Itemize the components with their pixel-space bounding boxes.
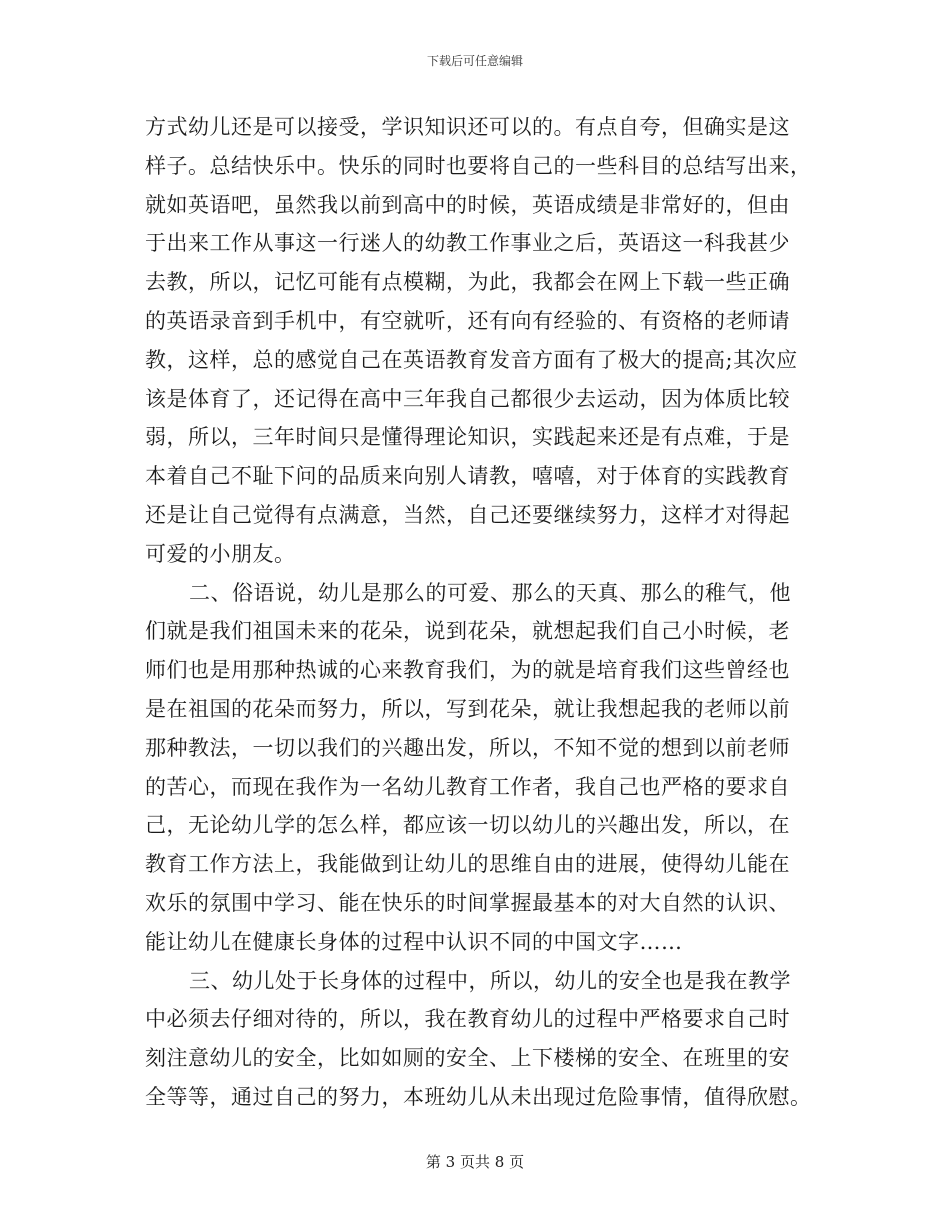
text-line: 三、幼儿处于长身体的过程中，所以，幼儿的安全也是我在教学 — [189, 968, 791, 993]
text-line: 中必须去仔细对待的，所以，我在教育幼儿的过程中严格要求自己时 — [145, 1007, 790, 1032]
text-line: 欢乐的氛围中学习、能在快乐的时间掌握最基本的对大自然的认识、 — [145, 890, 790, 915]
text-line: 己，无论幼儿学的怎么样，都应该一切以幼儿的兴趣出发，所以，在 — [145, 813, 790, 838]
document-body — [145, 108, 810, 1117]
text-line: 师们也是用那种热诚的心来教育我们，为的就是培育我们这些曾经也 — [145, 658, 790, 683]
page-number: 第 3 页共 8 页 — [425, 1153, 525, 1171]
text-line: 教，这样，总的感觉自己在英语教育发音方面有了极大的提高;其次应 — [145, 347, 798, 372]
text-line: 刻注意幼儿的安全，比如如厕的安全、上下楼梯的安全、在班里的安 — [145, 1046, 790, 1071]
text-line: 们就是我们祖国未来的花朵，说到花朵，就想起我们自己小时候，老 — [145, 619, 790, 644]
text-line: 的英语录音到手机中，有空就听，还有向有经验的、有资格的老师请 — [145, 308, 790, 333]
text-line: 还是让自己觉得有点满意，当然，自己还要继续努力，这样才对得起 — [145, 502, 790, 527]
text-line: 二、俗语说，幼儿是那么的可爱、那么的天真、那么的稚气，他 — [189, 580, 791, 605]
paragraph-3 — [145, 962, 810, 1117]
text-line: 能让幼儿在健康长身体的过程中认识不同的中国文字…… — [145, 929, 683, 954]
text-line: 该是体育了，还记得在高中三年我自己都很少去运动，因为体质比较 — [145, 386, 790, 411]
text-line: 那种教法，一切以我们的兴趣出发，所以，不知不觉的想到以前老师 — [145, 735, 790, 760]
text-line: 就如英语吧，虽然我以前到高中的时候，英语成绩是非常好的，但由 — [145, 192, 790, 217]
text-line: 全等等，通过自己的努力，本班幼儿从未出现过危险事情，值得欣慰。 — [145, 1084, 812, 1109]
text-line: 于出来工作从事这一行迷人的幼教工作事业之后，英语这一科我甚少 — [145, 231, 790, 256]
text-line: 样子。总结快乐中。快乐的同时也要将自己的一些科目的总结写出来， — [145, 153, 812, 178]
text-line: 是在祖国的花朵而努力，所以，写到花朵，就让我想起我的老师以前 — [145, 696, 790, 721]
text-line: 弱，所以，三年时间只是懂得理论知识，实践起来还是有点难，于是 — [145, 425, 790, 450]
text-line: 的苦心，而现在我作为一名幼儿教育工作者，我自己也严格的要求自 — [145, 774, 790, 799]
text-line: 本着自己不耻下问的品质来向别人请教，嘻嘻，对于体育的实践教育 — [145, 464, 790, 489]
paragraph-2 — [145, 574, 810, 962]
text-line: 方式幼儿还是可以接受，学识知识还可以的。有点自夸，但确实是这 — [145, 115, 790, 139]
paragraph-1 — [145, 108, 810, 574]
text-line: 教育工作方法上，我能做到让幼儿的思维自由的进展，使得幼儿能在 — [145, 852, 790, 877]
page-header: 下载后可任意编辑 — [426, 54, 523, 68]
text-line: 可爱的小朋友。 — [145, 541, 296, 566]
text-line: 去教，所以，记忆可能有点模糊，为此，我都会在网上下载一些正确 — [145, 270, 790, 295]
